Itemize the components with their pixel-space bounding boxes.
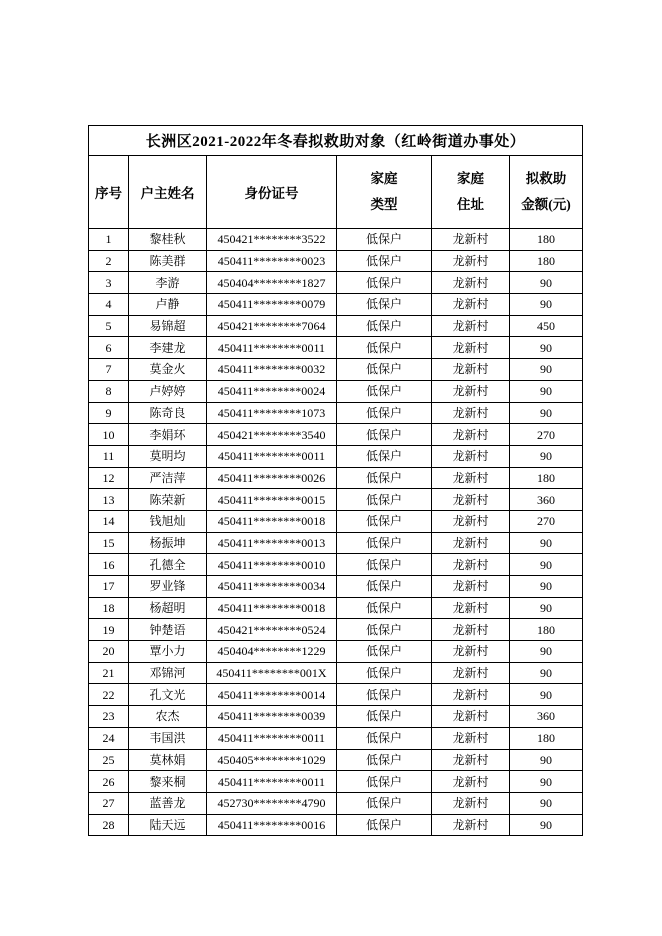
cell-address: 龙新村 <box>432 380 510 402</box>
cell-family-type: 低保户 <box>337 489 432 511</box>
cell-index: 28 <box>89 814 129 836</box>
cell-amount: 90 <box>510 532 583 554</box>
cell-index: 9 <box>89 402 129 424</box>
table-row <box>89 489 583 511</box>
cell-name: 孔文光 <box>129 684 207 706</box>
cell-family-type: 低保户 <box>337 380 432 402</box>
cell-id-number: 452730********4790 <box>207 792 337 814</box>
cell-id-number: 450411********1073 <box>207 402 337 424</box>
cell-family-type: 低保户 <box>337 554 432 576</box>
cell-amount: 90 <box>510 684 583 706</box>
cell-amount: 90 <box>510 641 583 663</box>
cell-family-type: 低保户 <box>337 641 432 663</box>
cell-name: 莫明均 <box>129 445 207 467</box>
cell-amount: 90 <box>510 337 583 359</box>
cell-name: 易锦超 <box>129 315 207 337</box>
cell-amount: 270 <box>510 424 583 446</box>
cell-amount: 270 <box>510 510 583 532</box>
cell-address: 龙新村 <box>432 467 510 489</box>
cell-family-type: 低保户 <box>337 445 432 467</box>
cell-amount: 90 <box>510 792 583 814</box>
aid-recipients-table <box>88 125 583 836</box>
cell-amount: 180 <box>510 619 583 641</box>
cell-name: 韦国洪 <box>129 727 207 749</box>
table-row <box>89 510 583 532</box>
table-row <box>89 727 583 749</box>
table-row <box>89 554 583 576</box>
cell-id-number: 450411********0011 <box>207 727 337 749</box>
table-row <box>89 597 583 619</box>
cell-index: 1 <box>89 229 129 251</box>
cell-id-number: 450411********0011 <box>207 445 337 467</box>
cell-index: 3 <box>89 272 129 294</box>
col-header-amount-line1: 拟救助 <box>525 171 567 187</box>
cell-address: 龙新村 <box>432 489 510 511</box>
table-row <box>89 662 583 684</box>
table-row <box>89 641 583 663</box>
table-row <box>89 250 583 272</box>
cell-amount: 90 <box>510 294 583 316</box>
col-header-amount-line2: 金额(元) <box>521 197 571 213</box>
cell-address: 龙新村 <box>432 706 510 728</box>
cell-family-type: 低保户 <box>337 619 432 641</box>
table-header-row <box>89 156 583 229</box>
col-header-address <box>432 156 510 229</box>
cell-name: 卢静 <box>129 294 207 316</box>
col-header-address-stack <box>432 160 509 224</box>
cell-index: 2 <box>89 250 129 272</box>
cell-id-number: 450411********0013 <box>207 532 337 554</box>
cell-name: 莫金火 <box>129 359 207 381</box>
cell-amount: 90 <box>510 814 583 836</box>
cell-name: 农杰 <box>129 706 207 728</box>
cell-address: 龙新村 <box>432 771 510 793</box>
cell-index: 23 <box>89 706 129 728</box>
cell-family-type: 低保户 <box>337 294 432 316</box>
col-header-family-type-line2: 类型 <box>370 197 398 213</box>
table-row <box>89 792 583 814</box>
cell-family-type: 低保户 <box>337 272 432 294</box>
cell-family-type: 低保户 <box>337 576 432 598</box>
cell-index: 12 <box>89 467 129 489</box>
table-row <box>89 315 583 337</box>
cell-id-number: 450411********0023 <box>207 250 337 272</box>
cell-name: 李建龙 <box>129 337 207 359</box>
cell-id-number: 450411********0079 <box>207 294 337 316</box>
cell-address: 龙新村 <box>432 641 510 663</box>
cell-address: 龙新村 <box>432 294 510 316</box>
table-row <box>89 380 583 402</box>
table-row <box>89 445 583 467</box>
cell-amount: 450 <box>510 315 583 337</box>
cell-name: 杨振坤 <box>129 532 207 554</box>
cell-family-type: 低保户 <box>337 402 432 424</box>
cell-address: 龙新村 <box>432 597 510 619</box>
cell-family-type: 低保户 <box>337 749 432 771</box>
cell-index: 13 <box>89 489 129 511</box>
cell-index: 17 <box>89 576 129 598</box>
cell-id-number: 450411********0011 <box>207 337 337 359</box>
table-row <box>89 576 583 598</box>
cell-amount: 90 <box>510 554 583 576</box>
cell-address: 龙新村 <box>432 662 510 684</box>
cell-name: 陈荣新 <box>129 489 207 511</box>
cell-address: 龙新村 <box>432 359 510 381</box>
table-row <box>89 424 583 446</box>
table-row <box>89 272 583 294</box>
col-header-family-type-line1: 家庭 <box>370 171 398 187</box>
cell-address: 龙新村 <box>432 337 510 359</box>
cell-id-number: 450404********1229 <box>207 641 337 663</box>
cell-family-type: 低保户 <box>337 359 432 381</box>
cell-address: 龙新村 <box>432 749 510 771</box>
cell-family-type: 低保户 <box>337 706 432 728</box>
cell-name: 卢婷婷 <box>129 380 207 402</box>
cell-amount: 180 <box>510 229 583 251</box>
cell-name: 蓝善龙 <box>129 792 207 814</box>
cell-family-type: 低保户 <box>337 727 432 749</box>
table-row <box>89 402 583 424</box>
cell-id-number: 450411********0018 <box>207 510 337 532</box>
cell-amount: 90 <box>510 359 583 381</box>
cell-family-type: 低保户 <box>337 814 432 836</box>
cell-id-number: 450411********0011 <box>207 771 337 793</box>
cell-name: 莫林娟 <box>129 749 207 771</box>
cell-amount: 90 <box>510 749 583 771</box>
table-row <box>89 337 583 359</box>
col-header-family-type-stack <box>337 160 431 224</box>
col-header-family-type <box>337 156 432 229</box>
cell-amount: 90 <box>510 445 583 467</box>
cell-address: 龙新村 <box>432 727 510 749</box>
col-header-amount-stack <box>510 160 582 224</box>
table-row <box>89 359 583 381</box>
cell-name: 陈奇良 <box>129 402 207 424</box>
cell-address: 龙新村 <box>432 229 510 251</box>
table-row <box>89 294 583 316</box>
cell-id-number: 450411********0015 <box>207 489 337 511</box>
cell-index: 10 <box>89 424 129 446</box>
cell-address: 龙新村 <box>432 532 510 554</box>
cell-amount: 90 <box>510 597 583 619</box>
cell-name: 陈美群 <box>129 250 207 272</box>
col-header-index: 序号 <box>89 156 129 229</box>
cell-index: 20 <box>89 641 129 663</box>
cell-address: 龙新村 <box>432 250 510 272</box>
cell-family-type: 低保户 <box>337 662 432 684</box>
cell-index: 19 <box>89 619 129 641</box>
cell-name: 陆天远 <box>129 814 207 836</box>
cell-index: 25 <box>89 749 129 771</box>
cell-name: 钱旭灿 <box>129 510 207 532</box>
cell-index: 21 <box>89 662 129 684</box>
table-row <box>89 706 583 728</box>
cell-id-number: 450411********0034 <box>207 576 337 598</box>
cell-address: 龙新村 <box>432 272 510 294</box>
table-row <box>89 532 583 554</box>
cell-family-type: 低保户 <box>337 532 432 554</box>
cell-address: 龙新村 <box>432 445 510 467</box>
cell-family-type: 低保户 <box>337 684 432 706</box>
cell-index: 6 <box>89 337 129 359</box>
cell-index: 16 <box>89 554 129 576</box>
cell-id-number: 450421********0524 <box>207 619 337 641</box>
table-title-row <box>89 126 583 156</box>
cell-amount: 180 <box>510 727 583 749</box>
cell-address: 龙新村 <box>432 792 510 814</box>
cell-family-type: 低保户 <box>337 771 432 793</box>
cell-id-number: 450421********3540 <box>207 424 337 446</box>
cell-family-type: 低保户 <box>337 315 432 337</box>
table-row <box>89 619 583 641</box>
table-body <box>89 229 583 836</box>
cell-amount: 90 <box>510 576 583 598</box>
cell-address: 龙新村 <box>432 576 510 598</box>
cell-name: 杨超明 <box>129 597 207 619</box>
cell-index: 24 <box>89 727 129 749</box>
cell-id-number: 450411********0010 <box>207 554 337 576</box>
cell-index: 11 <box>89 445 129 467</box>
cell-family-type: 低保户 <box>337 510 432 532</box>
cell-name: 李游 <box>129 272 207 294</box>
cell-id-number: 450411********0014 <box>207 684 337 706</box>
cell-address: 龙新村 <box>432 814 510 836</box>
cell-amount: 360 <box>510 489 583 511</box>
cell-index: 8 <box>89 380 129 402</box>
table-row <box>89 229 583 251</box>
cell-index: 4 <box>89 294 129 316</box>
cell-amount: 90 <box>510 771 583 793</box>
table-row <box>89 684 583 706</box>
cell-id-number: 450411********0018 <box>207 597 337 619</box>
cell-amount: 90 <box>510 272 583 294</box>
cell-amount: 180 <box>510 250 583 272</box>
table-row <box>89 771 583 793</box>
cell-index: 22 <box>89 684 129 706</box>
col-header-name: 户主姓名 <box>129 156 207 229</box>
col-header-id-number: 身份证号 <box>207 156 337 229</box>
cell-address: 龙新村 <box>432 684 510 706</box>
cell-family-type: 低保户 <box>337 424 432 446</box>
cell-amount: 90 <box>510 662 583 684</box>
table-title: 长洲区2021-2022年冬春拟救助对象（红岭街道办事处） <box>89 126 583 156</box>
cell-address: 龙新村 <box>432 402 510 424</box>
cell-id-number: 450405********1029 <box>207 749 337 771</box>
cell-amount: 90 <box>510 380 583 402</box>
cell-id-number: 450404********1827 <box>207 272 337 294</box>
cell-index: 5 <box>89 315 129 337</box>
cell-address: 龙新村 <box>432 554 510 576</box>
cell-name: 孔德全 <box>129 554 207 576</box>
cell-name: 黎来桐 <box>129 771 207 793</box>
cell-family-type: 低保户 <box>337 250 432 272</box>
cell-address: 龙新村 <box>432 424 510 446</box>
cell-address: 龙新村 <box>432 619 510 641</box>
cell-name: 严洁萍 <box>129 467 207 489</box>
cell-name: 黎桂秋 <box>129 229 207 251</box>
cell-name: 覃小力 <box>129 641 207 663</box>
cell-id-number: 450411********0016 <box>207 814 337 836</box>
cell-index: 26 <box>89 771 129 793</box>
cell-family-type: 低保户 <box>337 597 432 619</box>
cell-index: 15 <box>89 532 129 554</box>
cell-name: 邓锦河 <box>129 662 207 684</box>
cell-family-type: 低保户 <box>337 229 432 251</box>
table-row <box>89 814 583 836</box>
cell-name: 钟楚语 <box>129 619 207 641</box>
cell-name: 罗业锋 <box>129 576 207 598</box>
cell-id-number: 450421********3522 <box>207 229 337 251</box>
cell-id-number: 450421********7064 <box>207 315 337 337</box>
table-row <box>89 467 583 489</box>
cell-amount: 90 <box>510 402 583 424</box>
cell-index: 18 <box>89 597 129 619</box>
cell-id-number: 450411********0039 <box>207 706 337 728</box>
cell-id-number: 450411********0024 <box>207 380 337 402</box>
cell-id-number: 450411********0026 <box>207 467 337 489</box>
cell-amount: 180 <box>510 467 583 489</box>
cell-address: 龙新村 <box>432 510 510 532</box>
cell-id-number: 450411********001X <box>207 662 337 684</box>
cell-amount: 360 <box>510 706 583 728</box>
table-row <box>89 749 583 771</box>
cell-family-type: 低保户 <box>337 337 432 359</box>
cell-index: 7 <box>89 359 129 381</box>
cell-index: 14 <box>89 510 129 532</box>
cell-address: 龙新村 <box>432 315 510 337</box>
cell-id-number: 450411********0032 <box>207 359 337 381</box>
cell-name: 李娟环 <box>129 424 207 446</box>
col-header-address-line1: 家庭 <box>457 171 484 187</box>
col-header-address-line2: 住址 <box>457 197 484 213</box>
cell-family-type: 低保户 <box>337 467 432 489</box>
cell-family-type: 低保户 <box>337 792 432 814</box>
col-header-amount <box>510 156 583 229</box>
cell-index: 27 <box>89 792 129 814</box>
